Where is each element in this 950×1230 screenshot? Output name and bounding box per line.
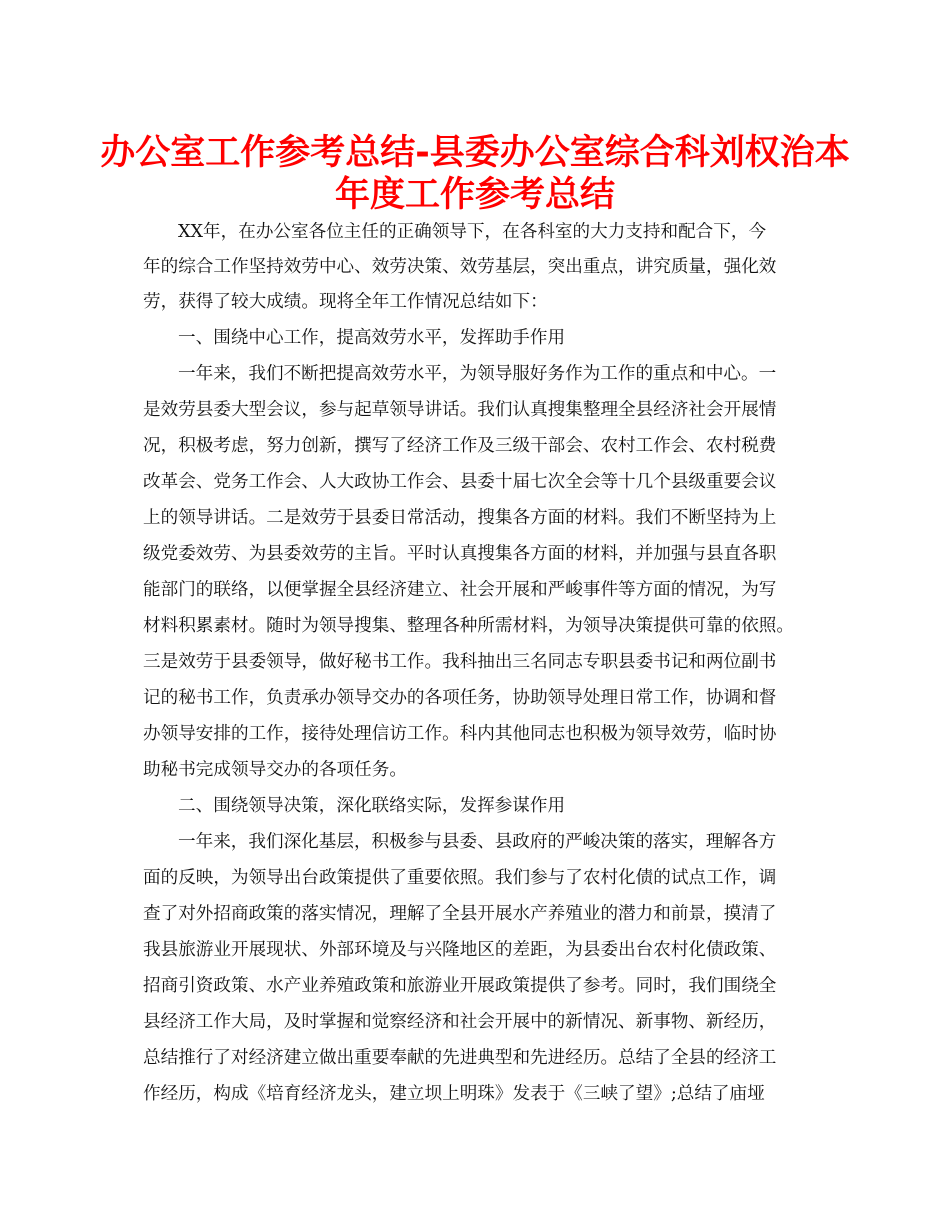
- body-line: 县经济工作大局，及时掌握和觉察经济和社会开展中的新情况、新事物、新经历，: [143, 1012, 777, 1032]
- body-line: 一年来，我们深化基层，积极参与县委、县政府的严峻决策的落实，理解各方: [178, 832, 777, 852]
- body-line: 查了对外招商政策的落实情况，理解了全县开展水产养殖业的潜力和前景，摸清了: [143, 904, 777, 924]
- section-heading: 二、围绕领导决策，深化联络实际，发挥参谋作用: [178, 796, 566, 816]
- document-title-line-1: 办公室工作参考总结-县委办公室综合科刘权治本: [100, 133, 850, 173]
- body-line: 上的领导讲话。二是效劳于县委日常活动，搜集各方面的材料。我们不断坚持为上: [143, 508, 777, 528]
- body-line: 能部门的联络，以便掌握全县经济建立、社会开展和严峻事件等方面的情况，为写: [143, 580, 777, 600]
- body-line: 三是效劳于县委领导，做好秘书工作。我科抽出三名同志专职县委书记和两位副书: [143, 652, 777, 672]
- body-line: 况，积极考虑，努力创新，撰写了经济工作及三级干部会、农村工作会、农村税费: [143, 436, 777, 456]
- body-line: 面的反映，为领导出台政策提供了重要依照。我们参与了农村化债的试点工作，调: [143, 868, 777, 888]
- document-title-line-2: 年度工作参考总结: [334, 175, 615, 215]
- body-line: 级党委效劳、为县委效劳的主旨。平时认真搜集各方面的材料，并加强与县直各职: [143, 544, 777, 564]
- body-line: 我县旅游业开展现状、外部环境及与兴隆地区的差距，为县委出台农村化债政策、: [143, 940, 777, 960]
- body-line: XX年，在办公室各位主任的正确领导下，在各科室的大力支持和配合下，今: [178, 222, 767, 242]
- body-line: 招商引资政策、水产业养殖政策和旅游业开展政策提供了参考。同时，我们围绕全: [143, 976, 777, 996]
- body-line: 改革会、党务工作会、人大政协工作会、县委十届七次全会等十几个县级重要会议: [143, 472, 777, 492]
- body-line: 总结推行了对经济建立做出重要奉献的先进典型和先进经历。总结了全县的经济工: [143, 1048, 777, 1068]
- body-line: 一年来，我们不断把提高效劳水平，为领导服好务作为工作的重点和中心。一: [178, 364, 777, 384]
- body-line: 材料积累素材。随时为领导搜集、整理各种所需材料，为领导决策提供可靠的依照。: [143, 616, 794, 636]
- section-heading: 一、围绕中心工作，提高效劳水平，发挥助手作用: [178, 328, 566, 348]
- body-line: 办领导安排的工作，接待处理信访工作。科内其他同志也积极为领导效劳，临时协: [143, 724, 777, 744]
- body-line: 是效劳县委大型会议，参与起草领导讲话。我们认真搜集整理全县经济社会开展情: [143, 400, 777, 420]
- body-line: 助秘书完成领导交办的各项任务。: [143, 760, 407, 780]
- body-line: 作经历，构成《培育经济龙头，建立坝上明珠》发表于《三峡了望》;总结了庙垭: [143, 1084, 765, 1104]
- body-line: 年的综合工作坚持效劳中心、效劳决策、效劳基层，突出重点，讲究质量，强化效: [143, 257, 777, 277]
- body-line: 劳，获得了较大成绩。现将全年工作情况总结如下：: [143, 292, 548, 312]
- body-line: 记的秘书工作，负责承办领导交办的各项任务，协助领导处理日常工作，协调和督: [143, 688, 777, 708]
